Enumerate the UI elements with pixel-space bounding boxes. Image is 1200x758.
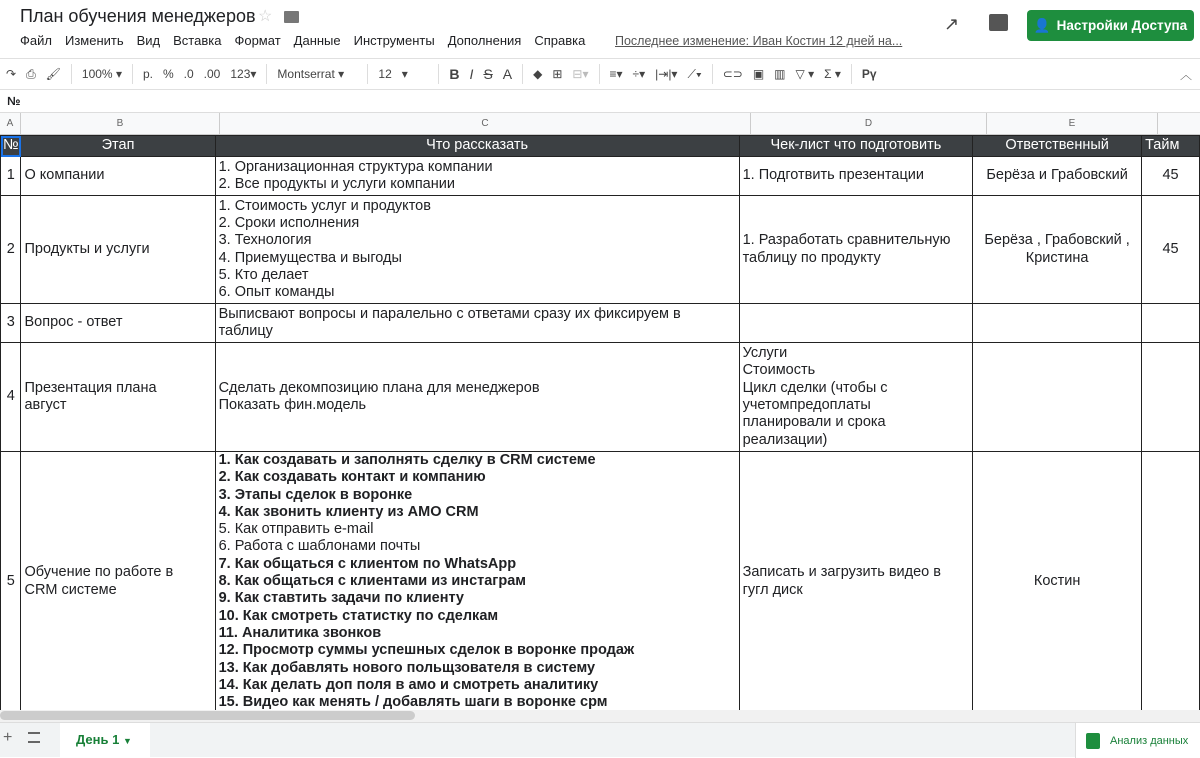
cell-line: 8. Как общаться с клиентами из инстаграм <box>218 573 526 590</box>
cell-what[interactable] <box>215 343 739 452</box>
cell-stage[interactable] <box>21 304 215 343</box>
cell-owner[interactable] <box>973 343 1142 452</box>
cell-line: таблицу по продукту <box>742 249 881 266</box>
input-tools-button[interactable]: Рү <box>861 67 877 81</box>
cell-line: Вопрос - ответ <box>24 314 123 331</box>
cell-line: 1. Организационная структура компании <box>218 158 493 175</box>
cell-number[interactable]: 5 <box>1 452 21 712</box>
cell-line: 13. Как добавлять нового польщзователя в систему <box>218 659 596 676</box>
cell-line: 10. Как смотреть статистку по сделкам <box>218 607 499 624</box>
borders-icon[interactable]: ⊞ <box>552 67 563 81</box>
column-header-b[interactable]: B <box>21 113 220 134</box>
cell-number[interactable]: 3 <box>1 304 21 343</box>
strikethrough-button[interactable]: S <box>483 66 493 82</box>
cell-time[interactable] <box>1142 452 1200 712</box>
cell-time[interactable]: 45 <box>1142 157 1200 196</box>
cell-line: О компании <box>24 167 105 184</box>
explore-icon <box>1086 733 1100 749</box>
cell-number[interactable]: 4 <box>1 343 21 452</box>
link-icon[interactable]: ⊂⊃ <box>722 67 743 81</box>
cell-line: 1. Стоимость услуг и продуктов <box>218 197 431 214</box>
menu-item[interactable]: Дополнения <box>447 33 522 48</box>
explore-button[interactable]: Анализ данных <box>1075 723 1200 758</box>
zoom-select[interactable]: 100% ▾ <box>81 67 122 81</box>
text-wrap-icon[interactable]: |⇥|▾ <box>655 67 678 81</box>
cell-stage[interactable] <box>21 196 215 304</box>
column-header-e[interactable]: E <box>987 113 1158 134</box>
cell-stage[interactable] <box>21 157 215 196</box>
increase-decimal-button[interactable]: .00 <box>203 67 221 81</box>
menu-item[interactable]: Справка <box>534 33 586 48</box>
menu-item[interactable]: Формат <box>234 33 281 48</box>
cell-line: гугл диск <box>742 581 803 598</box>
spreadsheet-grid <box>0 135 1200 712</box>
star-icon[interactable]: ☆ <box>258 8 273 25</box>
doc-title[interactable]: План обучения менеджеров <box>20 6 256 26</box>
cell-owner[interactable] <box>973 304 1142 343</box>
header-cell-checklist[interactable]: Чек-лист что подготовить <box>739 136 973 157</box>
menu-item[interactable]: Инструменты <box>353 33 435 48</box>
cell-line: 6. Работа с шаблонами почты <box>218 538 421 555</box>
cell-line: Обучение по работе в <box>24 564 174 581</box>
header-cell-number[interactable]: № <box>1 136 21 157</box>
cell-line: Презентация плана <box>24 379 157 396</box>
cell-checklist[interactable] <box>739 196 973 304</box>
cell-line: учетомпредоплаты <box>742 397 871 413</box>
header-cell-stage[interactable]: Этап <box>21 136 215 157</box>
cell-owner[interactable] <box>973 196 1142 304</box>
redo-icon[interactable]: ↷ <box>6 67 17 81</box>
cell-line: 2. Все продукты и услуги компании <box>218 176 455 192</box>
vertical-align-icon[interactable]: ÷▾ <box>632 67 646 81</box>
header-cell-what[interactable]: Что рассказать <box>215 136 739 157</box>
cell-what[interactable] <box>215 157 739 196</box>
cell-line: Кристина <box>1025 249 1089 266</box>
merge-cells-icon[interactable]: ⊟▾ <box>572 67 589 81</box>
activity-trend-icon[interactable]: ↗ <box>944 14 960 34</box>
cell-line: 7. Как общаться с клиентом по WhatsApp <box>218 555 517 572</box>
header-cell-time[interactable]: Тайм <box>1142 136 1200 157</box>
cell-checklist[interactable] <box>739 157 973 196</box>
insert-chart-icon[interactable]: ▥ <box>774 67 786 81</box>
table-row <box>1 452 1200 712</box>
text-rotation-icon[interactable]: ⟋▾ <box>687 66 702 81</box>
table-row <box>1 304 1200 343</box>
cell-line: таблицу <box>218 323 273 339</box>
cell-line: Записать и загрузить видео в <box>742 564 941 581</box>
cell-line: Продукты и услуги <box>24 240 150 257</box>
cell-line: Костин <box>1033 573 1081 590</box>
menu-item[interactable]: Изменить <box>64 33 124 48</box>
add-sheet-icon[interactable]: + <box>3 729 13 746</box>
menu-item[interactable]: Файл <box>20 33 52 48</box>
cell-line: 3. Технология <box>218 232 312 249</box>
column-header-d[interactable]: D <box>751 113 987 134</box>
cell-checklist[interactable] <box>739 343 973 452</box>
fill-color-icon[interactable]: ◆ <box>533 67 543 81</box>
font-size-select[interactable]: 12 ▾ <box>378 67 408 81</box>
sheet-tab[interactable]: День 1 ▼ <box>60 723 150 758</box>
cell-line: 14. Как делать доп поля в амо и смотреть аналитику <box>218 676 599 693</box>
all-sheets-icon[interactable] <box>28 732 40 743</box>
bold-button[interactable]: B <box>449 66 460 82</box>
paint-format-icon[interactable]: 🖌 <box>45 67 61 81</box>
cell-what[interactable] <box>215 304 739 343</box>
cell-line: Сделать декомпозицию плана для менеджеров <box>218 379 540 396</box>
cell-line: Показать фин.модель <box>218 397 367 413</box>
cell-what[interactable] <box>215 452 739 712</box>
cell-line: 9. Как ставтить задачи по клиенту <box>218 590 464 607</box>
font-select[interactable]: Montserrat ▾ <box>277 67 345 81</box>
column-headers <box>0 113 1200 135</box>
horizontal-scrollbar[interactable] <box>0 710 1200 722</box>
cell-line: Берёза , Грабовский , <box>984 232 1130 249</box>
comments-icon[interactable] <box>989 14 1008 31</box>
cell-line: 1. Как создавать и заполнять сделку в CRM системе <box>218 452 596 468</box>
menu-bar <box>20 33 585 48</box>
menu-item[interactable]: Данные <box>293 33 341 48</box>
cell-line: 2. Как создавать контакт и компанию <box>218 469 486 486</box>
last-edit-link[interactable]: Последнее изменение: Иван Костин 12 дней на... <box>615 34 903 48</box>
cell-owner[interactable] <box>973 452 1142 712</box>
cell-line: 1. Подготвить презентации <box>742 167 924 184</box>
cell-line: 3. Этапы сделок в воронке <box>218 486 413 503</box>
cell-line: 4. Как звонить клиенту из AMO CRM <box>218 503 479 520</box>
decrease-decimal-button[interactable]: .0 <box>183 67 194 81</box>
currency-format-button[interactable]: р. <box>142 67 153 81</box>
chevron-down-icon: ▼ <box>122 736 132 746</box>
cell-line: Цикл сделки (чтобы с <box>742 379 888 396</box>
table-row <box>1 196 1200 304</box>
cell-checklist[interactable] <box>739 304 973 343</box>
cell-line: 12. Просмотр суммы успешных сделок в воронке продаж <box>218 642 635 659</box>
text-color-button[interactable]: A <box>502 66 513 82</box>
cell-checklist[interactable] <box>739 452 973 712</box>
italic-button[interactable]: I <box>469 66 474 82</box>
cell-line: планировали и срока <box>742 414 886 431</box>
percent-format-button[interactable]: % <box>162 67 174 81</box>
person-icon: 👤 <box>1033 17 1051 33</box>
cell-line: Берёза и Грабовский <box>986 167 1128 184</box>
functions-icon[interactable]: Σ ▾ <box>824 67 841 81</box>
sheet-bar <box>0 722 1200 757</box>
cell-owner[interactable] <box>973 157 1142 196</box>
column-header-a[interactable]: A <box>0 113 21 134</box>
cell-number[interactable]: 2 <box>1 196 21 304</box>
cell-number[interactable]: 1 <box>1 157 21 196</box>
cell-line: 4. Приемущества и выгоды <box>218 249 402 266</box>
cell-stage[interactable] <box>21 343 215 452</box>
menu-item[interactable]: Вид <box>136 33 161 48</box>
header-cell-owner[interactable]: Ответственный <box>973 136 1142 157</box>
insert-comment-icon[interactable]: ▣ <box>752 67 765 81</box>
cell-time[interactable]: 45 <box>1142 196 1200 304</box>
column-header-c[interactable]: C <box>220 113 751 134</box>
toolbar <box>0 58 1200 90</box>
cell-line: реализации) <box>742 431 828 448</box>
share-button[interactable] <box>1027 10 1194 41</box>
filter-icon[interactable]: ▽ ▾ <box>795 67 815 81</box>
cell-stage[interactable] <box>21 452 215 712</box>
folder-icon[interactable] <box>284 11 299 23</box>
share-label: Настройки Доступа <box>1056 18 1188 33</box>
cell-time[interactable] <box>1142 343 1200 452</box>
cell-line: 2. Сроки исполнения <box>218 214 360 231</box>
cell-line: Выписвают вопросы и паралельно с ответами сразу их фиксируем в <box>218 305 681 322</box>
cell-line: Услуги <box>742 345 788 362</box>
table-row <box>1 343 1200 452</box>
header-row <box>1 136 1200 157</box>
cell-line: 5. Кто делает <box>218 266 309 283</box>
cell-line: 1. Разработать сравнительную <box>742 232 951 249</box>
menu-item[interactable]: Вставка <box>173 33 222 48</box>
formula-bar[interactable]: № <box>0 90 1200 113</box>
more-formats-select[interactable]: 123▾ <box>230 67 257 81</box>
print-icon[interactable]: ⎙ <box>26 66 36 81</box>
horizontal-align-icon[interactable]: ≡▾ <box>609 67 623 81</box>
table-row <box>1 157 1200 196</box>
cell-line: август <box>24 397 67 413</box>
cell-line: Стоимость <box>742 362 816 379</box>
cell-line: 11. Аналитика звонков <box>218 624 382 641</box>
cell-time[interactable] <box>1142 304 1200 343</box>
collapse-toolbar-icon[interactable]: ︿ <box>1179 67 1192 82</box>
cell-line: 15. Видео как менять / добавлять шаги в воронке срм <box>218 694 608 711</box>
cell-line: CRM системе <box>24 581 117 598</box>
cell-line: 6. Опыт команды <box>218 284 335 301</box>
cell-line: 5. Как отправить e-mail <box>218 521 374 538</box>
cell-what[interactable] <box>215 196 739 304</box>
